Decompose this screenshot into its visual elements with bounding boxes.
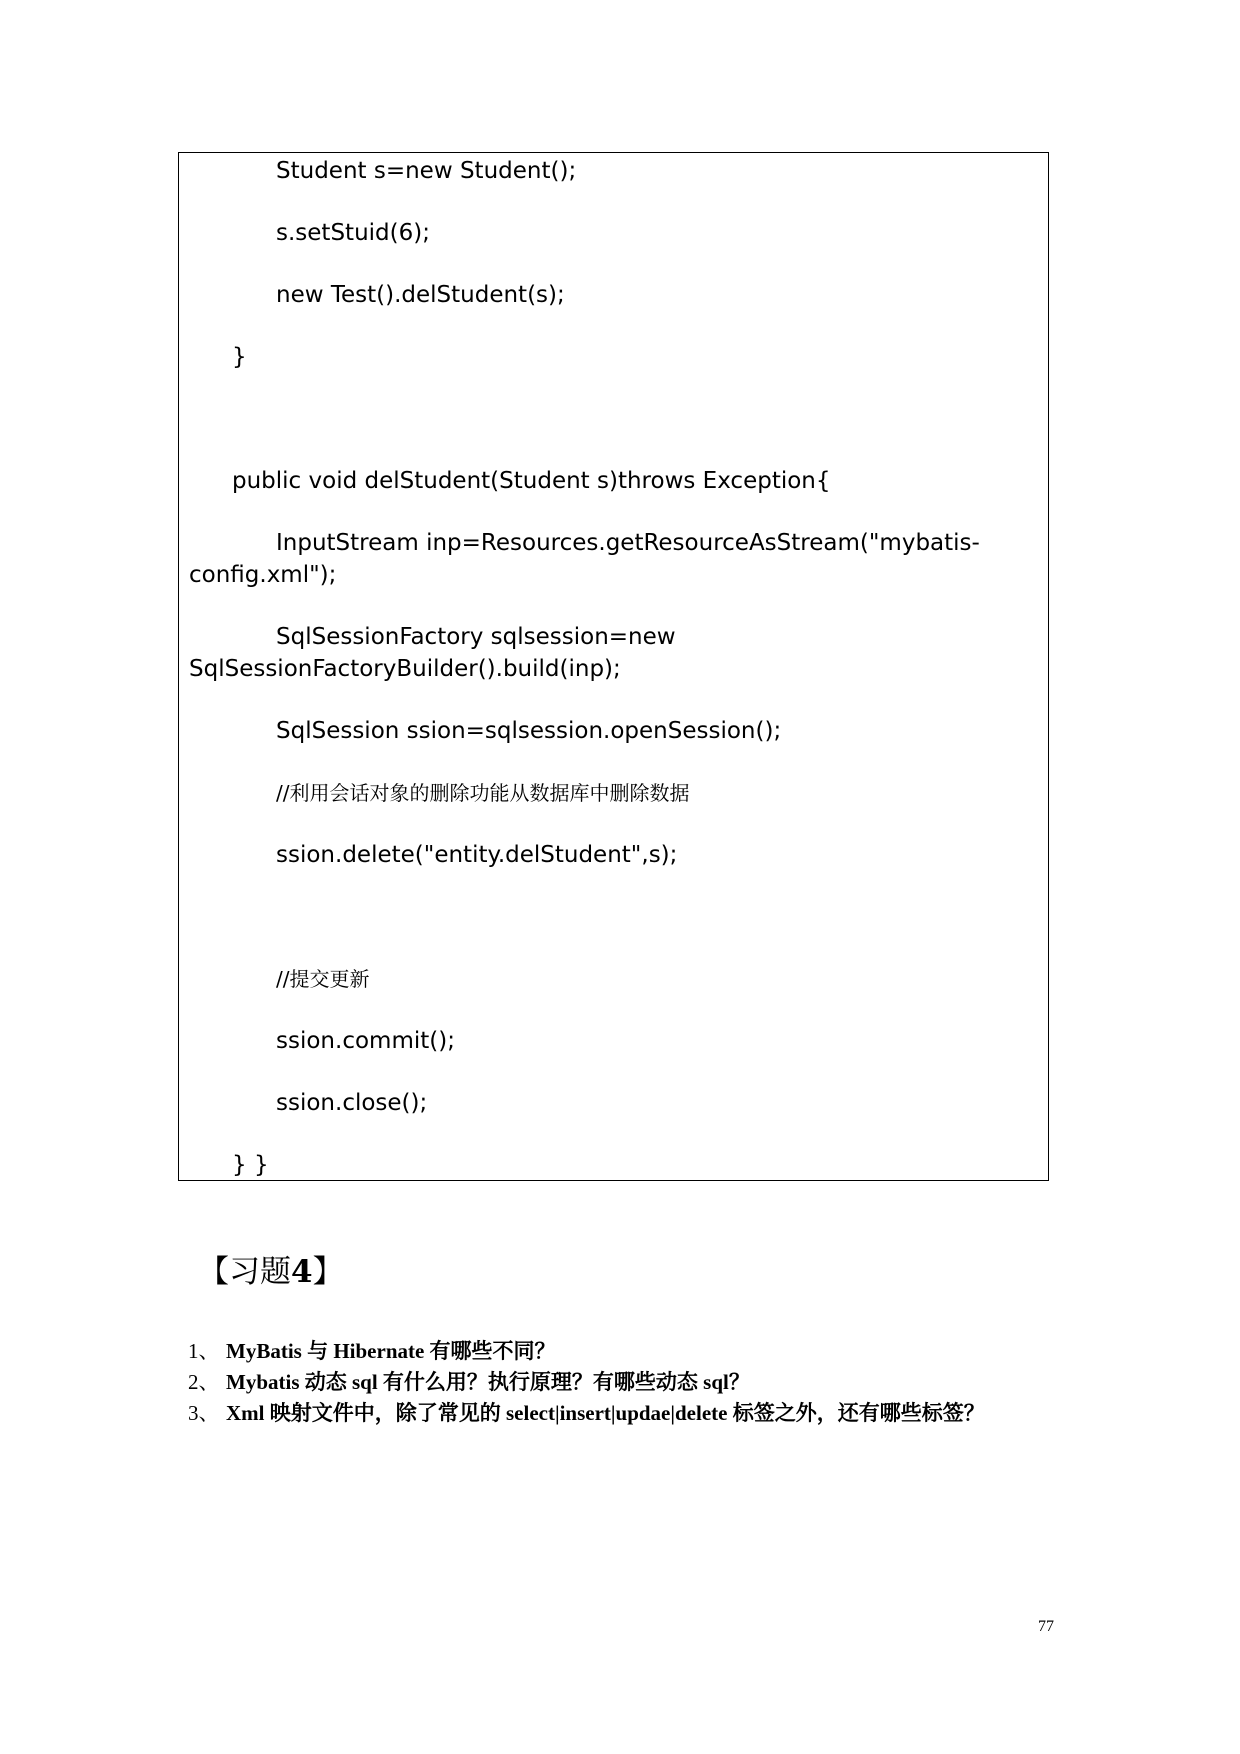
question-item <box>188 1336 556 1366</box>
code-comment: //利用会话对象的删除功能从数据库中删除数据 <box>276 781 690 805</box>
heading-bracket-open: 【 <box>198 1254 229 1290</box>
question-number: 3、 <box>188 1401 220 1425</box>
code-line: ssion.delete("entity.delStudent",s); <box>276 842 678 868</box>
question-item <box>188 1367 750 1397</box>
code-line: SqlSessionFactoryBuilder().build(inp); <box>189 656 621 682</box>
question-number: 2、 <box>188 1370 220 1394</box>
code-line: InputStream inp=Resources.getResourceAsStream("mybatis- <box>276 530 980 556</box>
question-number: 1、 <box>188 1339 220 1363</box>
code-line: new Test().delStudent(s); <box>276 282 565 308</box>
page-number: 77 <box>1038 1618 1054 1635</box>
heading-number: 4 <box>291 1254 313 1290</box>
exercise-heading <box>198 1252 344 1292</box>
code-line: public void delStudent(Student s)throws Exception{ <box>232 468 831 494</box>
code-line: ssion.commit(); <box>276 1028 455 1054</box>
code-line: } } <box>232 1152 269 1178</box>
code-listing-box <box>178 152 1049 1181</box>
question-text: MyBatis 与 Hibernate 有哪些不同？ <box>226 1339 556 1363</box>
code-line: } <box>232 344 247 370</box>
code-line: Student s=new Student(); <box>276 158 577 184</box>
code-comment: //提交更新 <box>276 967 370 991</box>
heading-bracket-close: 】 <box>312 1254 344 1290</box>
question-item <box>188 1398 985 1428</box>
question-text: Xml 映射文件中，除了常见的 select|insert|updae|delete 标签之外，还有哪些标签？ <box>226 1401 985 1425</box>
code-line: config.xml"); <box>189 562 337 588</box>
code-line: ssion.close(); <box>276 1090 428 1116</box>
question-text: Mybatis 动态 sql 有什么用？执行原理？有哪些动态 sql？ <box>226 1370 750 1394</box>
code-line: SqlSession ssion=sqlsession.openSession(); <box>276 718 782 744</box>
heading-title: 习题 <box>229 1254 291 1290</box>
code-line: SqlSessionFactory sqlsession=new <box>276 624 676 650</box>
code-line: s.setStuid(6); <box>276 220 430 246</box>
